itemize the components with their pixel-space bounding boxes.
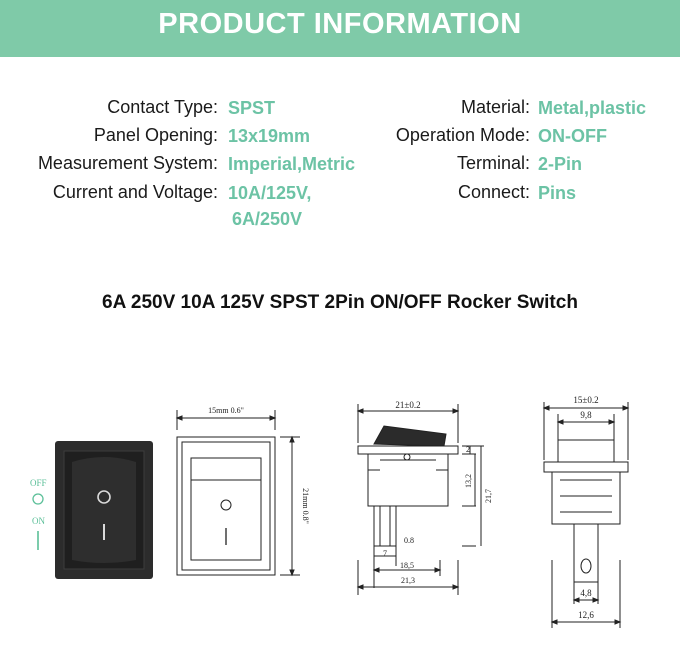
spec-value-material: Metal,plastic [538, 98, 647, 118]
side-top-dim: 21±0.2 [395, 400, 421, 410]
spec-value-measurement-system: Imperial,Metric [228, 154, 356, 174]
spec-value-current-voltage: 10A/125V, [228, 183, 312, 203]
spec-value-operation-mode: ON-OFF [538, 126, 607, 146]
off-circle-icon [33, 494, 43, 504]
product-headline: 6A 250V 10A 125V SPST 2Pin ON/OFF Rocker Switch [102, 292, 578, 313]
end-dim-9-8: 9,8 [580, 410, 592, 420]
side-dim-13-2: 13,2 [464, 474, 473, 488]
side-view-drawing [358, 404, 484, 595]
spec-value-connect: Pins [538, 183, 577, 203]
side-dim-7: 7 [383, 549, 387, 558]
end-dim-4-8: 4,8 [580, 588, 592, 598]
spec-label-material: Material: [460, 97, 530, 117]
spec-value-contact-type: SPST [228, 98, 276, 118]
end-dim-12-6: 12,6 [578, 610, 594, 620]
banner-title: PRODUCT INFORMATION [158, 8, 522, 40]
spec-label-measurement-system: Measurement System: [37, 153, 218, 173]
spec-label-connect: Connect: [457, 182, 530, 202]
spec-value-panel-opening: 13x19mm [228, 126, 311, 146]
side-dim-2: 2 [466, 445, 470, 454]
side-dim-21-3: 21,3 [401, 576, 415, 585]
spec-label-current-voltage: Current and Voltage: [52, 182, 218, 202]
spec-value-current-voltage-2: 6A/250V [232, 209, 303, 229]
spec-label-terminal: Terminal: [456, 153, 530, 173]
front-width-dim: 15mm 0.6" [208, 406, 244, 415]
spec-label-operation-mode: Operation Mode: [395, 125, 530, 145]
legend-on-label: ON [32, 516, 45, 526]
switch-photo [55, 441, 153, 579]
front-height-dim: 21mm 0.8" [301, 488, 310, 524]
side-dim-0-8: 0.8 [404, 536, 414, 545]
spec-label-panel-opening: Panel Opening: [93, 125, 218, 145]
spec-value-terminal: 2-Pin [538, 154, 583, 174]
side-dim-21-7: 21,7 [484, 489, 493, 503]
front-view-drawing [177, 410, 300, 575]
side-dim-18-5: 18,5 [400, 561, 414, 570]
legend-off-label: OFF [30, 478, 47, 488]
spec-label-contact-type: Contact Type: [107, 97, 218, 117]
end-dim-15: 15±0.2 [573, 395, 599, 405]
